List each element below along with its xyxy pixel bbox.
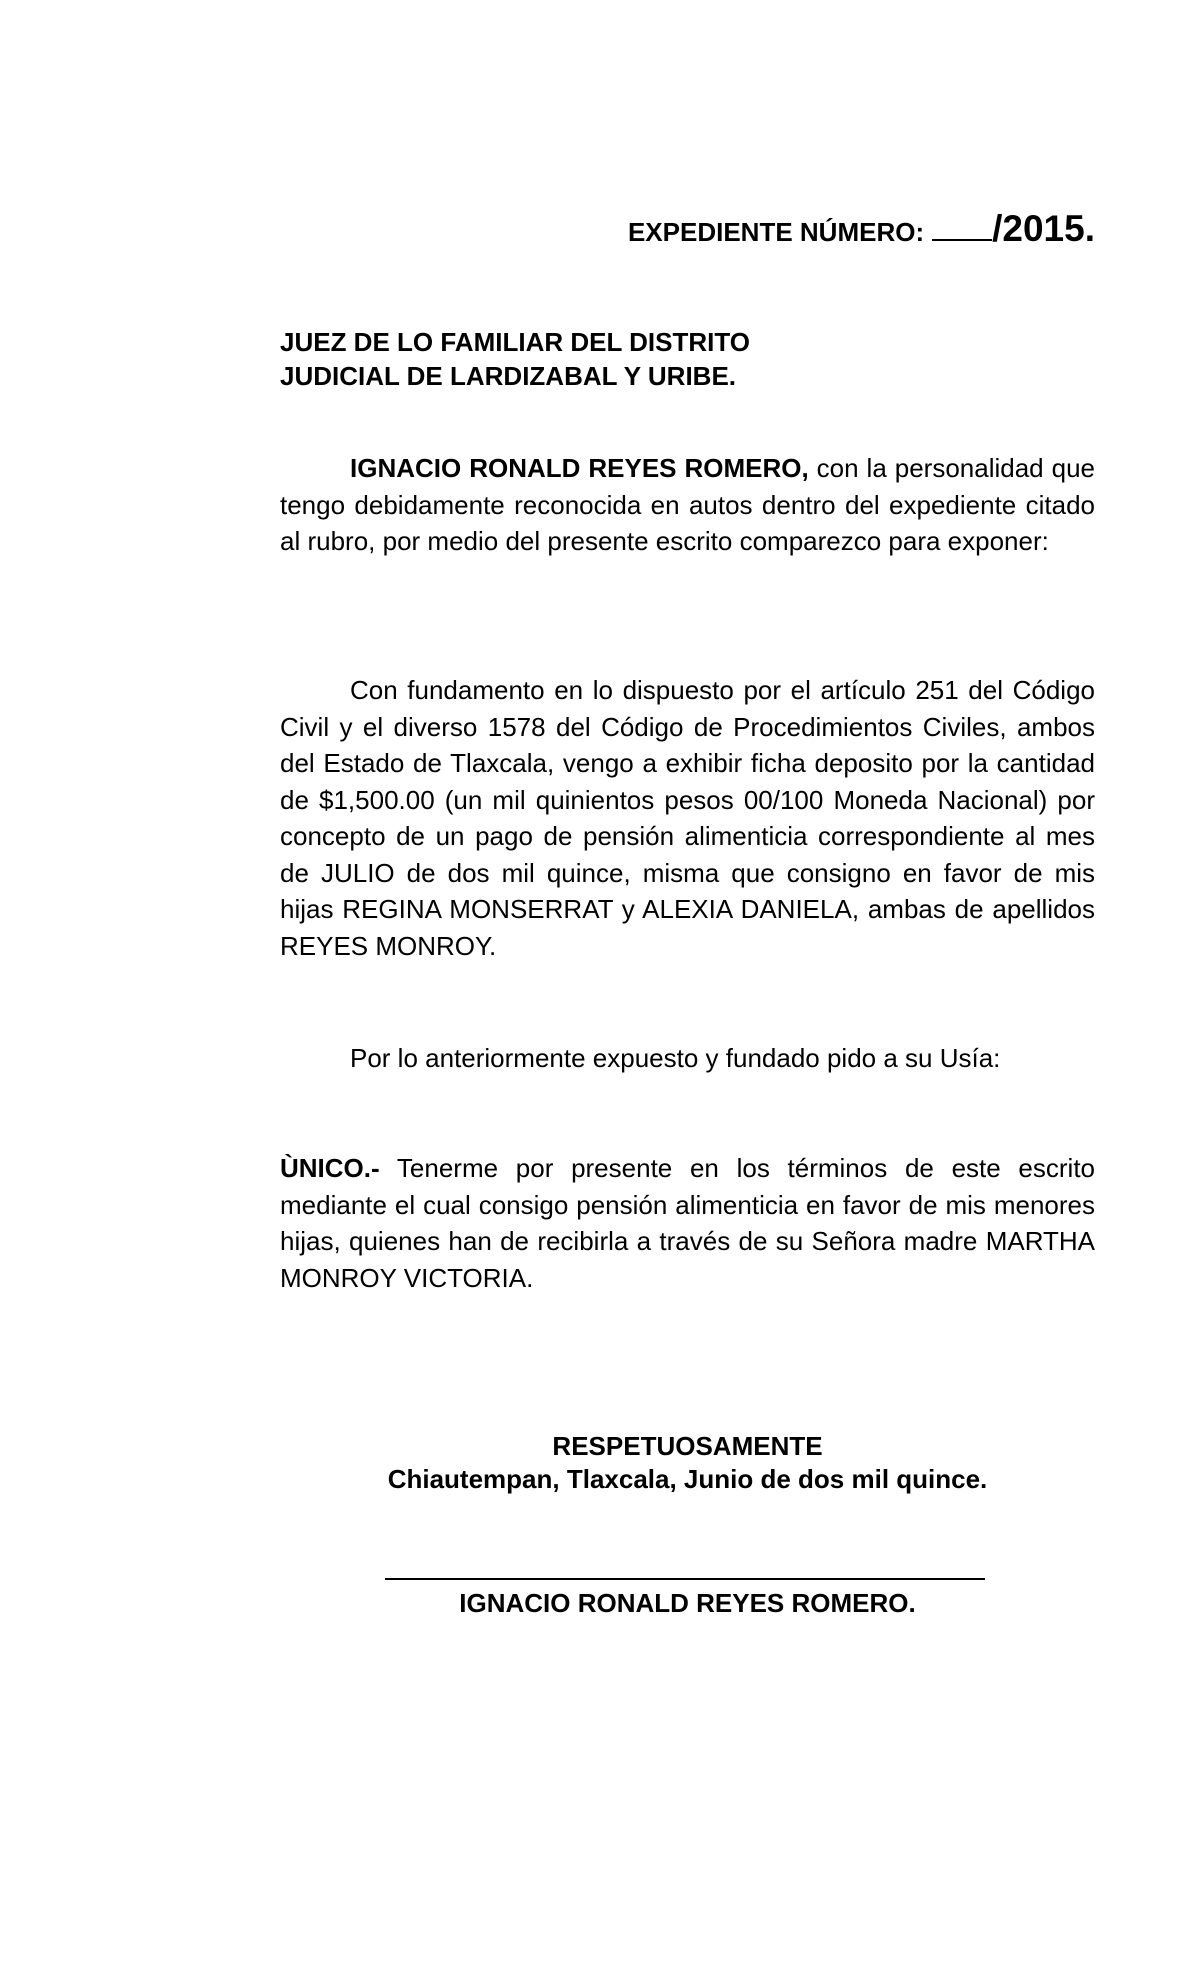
petition-text: Tenerme por presente en los términos de este escrito mediante el cual consigo pensión alimenticia en favor de mis menores hijas, quienes han de recibirla a través de su Señora madre MARTHA MONROY VICTORIA. — [280, 1153, 1095, 1293]
addressee-line-2: JUDICIAL DE LARDIZABAL Y URIBE. — [280, 361, 737, 391]
closing-place-date: Chiautempan, Tlaxcala, Junio de dos mil quince. — [387, 1464, 988, 1494]
petition-paragraph — [280, 1150, 1095, 1296]
body-paragraph — [280, 672, 1095, 964]
intro-paragraph — [280, 450, 1095, 560]
signature-line — [385, 1578, 985, 1580]
closing-salutation: RESPETUOSAMENTE — [552, 1431, 823, 1461]
request-paragraph — [280, 1040, 1095, 1077]
addressee — [280, 325, 1095, 393]
expediente-blank — [932, 213, 992, 241]
petition-label: ÙNICO.- — [280, 1153, 380, 1183]
intro-text: con la personalidad que tengo debidamente reconocida en autos dentro del expediente citado al rubro, por medio del presente escrito comparezco para exponer: — [280, 453, 1095, 556]
expediente-label: EXPEDIENTE NÚMERO: — [627, 217, 925, 247]
petitioner-name: IGNACIO RONALD REYES ROMERO, — [350, 453, 809, 483]
expediente-year: /2015. — [992, 208, 1095, 249]
signature-name: IGNACIO RONALD REYES ROMERO. — [459, 1588, 916, 1618]
body-text: Con fundamento en lo dispuesto por el artículo 251 del Código Civil y el diverso 1578 del Código de Procedimientos Civiles, ambos del Estado de Tlaxcala, vengo a exhibir ficha deposito por la cantidad de $1,500.00 (un mil quinientos pesos 00/100 Moneda Nacional) por concepto de un pago de pensión alimenticia correspondiente al mes de JULIO de dos mil quince, misma que consigno en favor de mis hijas REGINA MONSERRAT y ALEXIA DANIELA, ambas de apellidos REYES MONROY. — [280, 675, 1095, 961]
closing-block — [280, 1430, 1095, 1496]
request-text: Por lo anteriormente expuesto y fundado pido a su Usía: — [350, 1043, 1001, 1073]
expediente-number — [628, 208, 1095, 250]
addressee-line-1: JUEZ DE LO FAMILIAR DEL DISTRITO — [280, 327, 750, 357]
